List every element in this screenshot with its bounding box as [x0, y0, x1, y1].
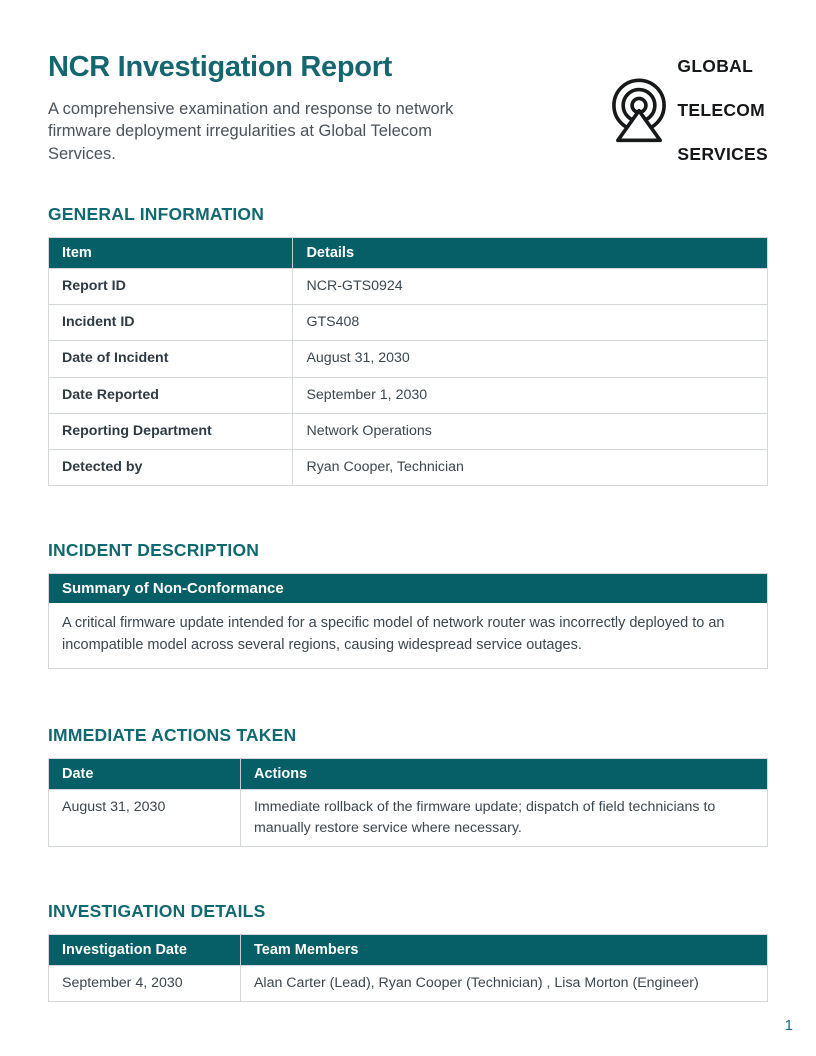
table-row [49, 966, 768, 1002]
row-value: NCR-GTS0924 [293, 268, 768, 304]
row-label: Report ID [49, 268, 293, 304]
row-value: August 31, 2030 [293, 341, 768, 377]
page-title: NCR Investigation Report [48, 51, 393, 83]
table-row [49, 789, 768, 847]
column-header-team-members: Team Members [240, 935, 767, 966]
logo-line-2: TELECOM [677, 100, 766, 121]
row-value: Immediate rollback of the firmware update; dispatch of field technicians to manually restore service where necessary. [240, 789, 767, 847]
column-header-item: Item [49, 237, 293, 268]
column-header-details: Details [293, 237, 768, 268]
row-label: August 31, 2030 [49, 789, 241, 847]
broadcast-antenna-icon [606, 77, 672, 143]
row-value: Network Operations [293, 413, 768, 449]
table-row [49, 413, 768, 449]
company-logo [606, 55, 768, 165]
section-general-information [48, 204, 768, 487]
title-block [48, 52, 488, 166]
row-value: Ryan Cooper, Technician [293, 450, 768, 486]
investigation-details-heading: INVESTIGATION DETAILS [48, 901, 266, 922]
table-row [49, 304, 768, 340]
row-value: Alan Carter (Lead), Ryan Cooper (Technician) , Lisa Morton (Engineer) [240, 966, 767, 1002]
row-label: September 4, 2030 [49, 966, 241, 1002]
summary-callout-body: A critical firmware update intended for a specific model of network router was incorrectly deployed to an incompatible model across several regions, causing widespread service outages. [62, 615, 725, 654]
table-row [49, 341, 768, 377]
general-information-table [48, 237, 768, 487]
row-label: Reporting Department [49, 413, 293, 449]
row-label: Date of Incident [49, 341, 293, 377]
summary-callout [48, 573, 768, 668]
table-row [49, 268, 768, 304]
table-header-row [49, 758, 768, 789]
column-header-investigation-date: Investigation Date [49, 935, 241, 966]
page-subtitle: A comprehensive examination and response to network firmware deployment irregularities at Global Telecom Services. [48, 99, 454, 164]
logo-line-1: GLOBAL [677, 56, 754, 76]
section-investigation-details [48, 901, 768, 1002]
row-label: Detected by [49, 450, 293, 486]
row-value: September 1, 2030 [293, 377, 768, 413]
row-value: GTS408 [293, 304, 768, 340]
incident-description-heading: INCIDENT DESCRIPTION [48, 540, 260, 561]
logo-line-3: SERVICES [677, 144, 768, 165]
immediate-actions-table [48, 758, 768, 848]
section-immediate-actions [48, 725, 768, 848]
column-header-date: Date [49, 758, 241, 789]
row-label: Date Reported [49, 377, 293, 413]
table-header-row [49, 237, 768, 268]
section-incident-description [48, 540, 768, 668]
logo-wordmark [677, 55, 768, 165]
summary-callout-header: Summary of Non-Conformance [49, 574, 767, 603]
general-information-heading: GENERAL INFORMATION [48, 203, 265, 224]
table-row [49, 450, 768, 486]
document-header [48, 52, 768, 166]
table-header-row [49, 935, 768, 966]
row-label: Incident ID [49, 304, 293, 340]
table-row [49, 377, 768, 413]
page-number: 1 [784, 1017, 793, 1034]
column-header-actions: Actions [240, 758, 767, 789]
investigation-details-table [48, 934, 768, 1002]
immediate-actions-heading: IMMEDIATE ACTIONS TAKEN [48, 724, 297, 745]
